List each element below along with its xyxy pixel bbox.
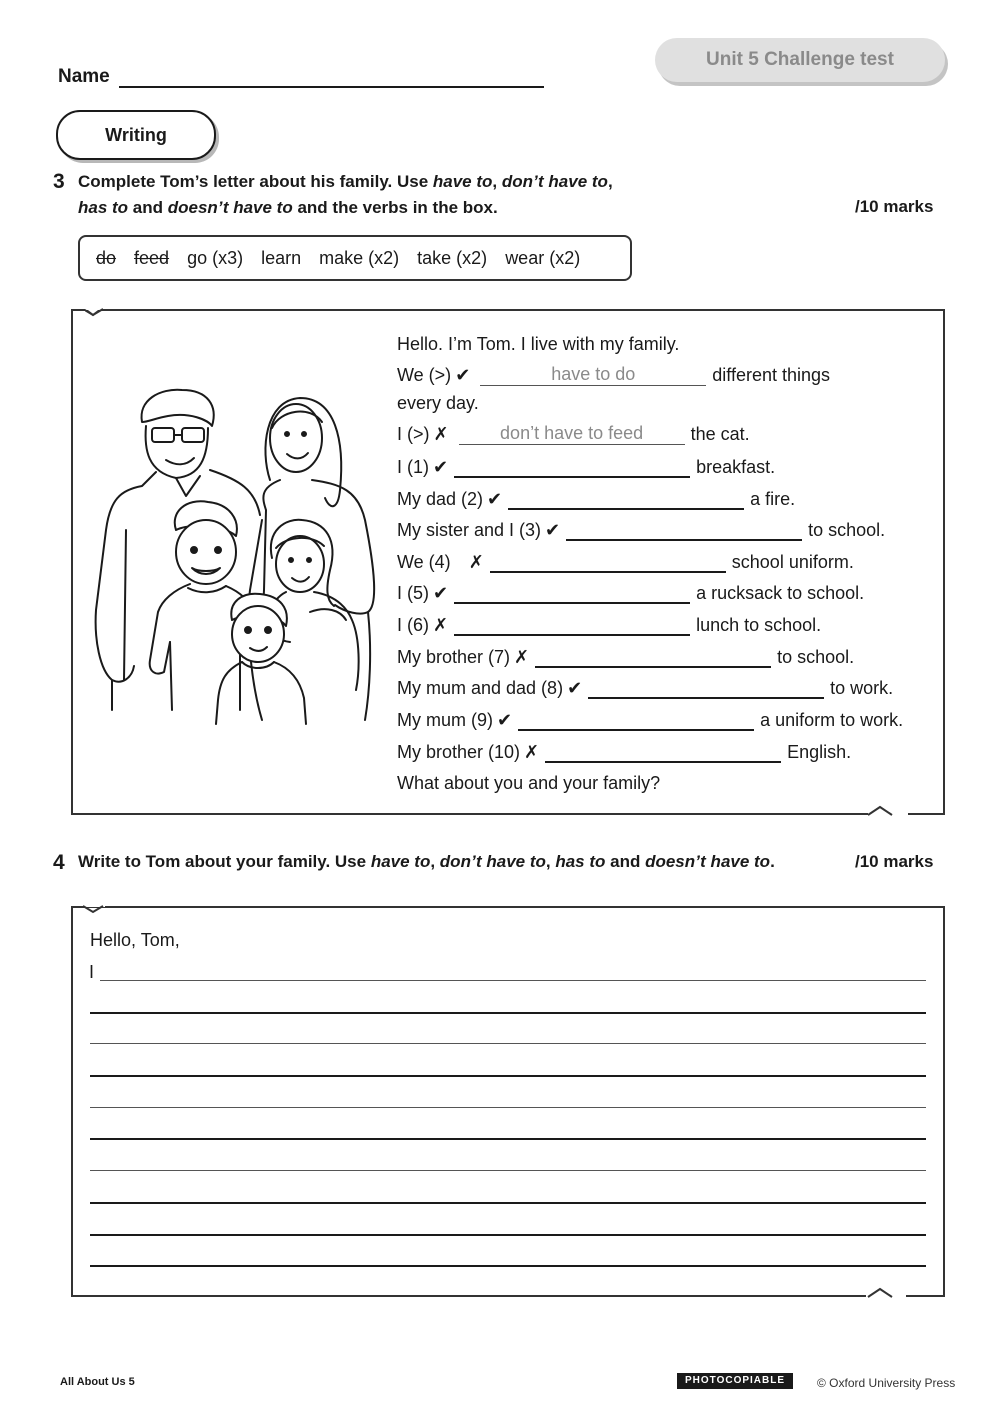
letter-line-10: My brother (10) ✗ English. — [397, 742, 852, 762]
panel-notch — [866, 1286, 906, 1300]
letter-line-6: I (6) ✗ lunch to school. — [397, 615, 822, 635]
question-4-instruction: Write to Tom about your family. Use have to, don’t have to, has to and doesn’t have to. — [78, 852, 775, 871]
word-item: take (x2) — [417, 247, 488, 268]
reply-greeting: Hello, Tom, — [90, 930, 180, 950]
writing-line[interactable] — [90, 1202, 926, 1204]
example-answer-blank: have to do — [480, 365, 706, 386]
tick-icon: ✔ — [545, 520, 561, 540]
word-item: make (x2) — [319, 247, 400, 268]
tick-icon: ✔ — [433, 583, 449, 603]
answer-blank-4[interactable] — [490, 551, 726, 573]
answer-blank-2[interactable] — [508, 488, 744, 510]
cross-icon: ✗ — [433, 424, 449, 444]
writing-line[interactable] — [90, 1170, 926, 1171]
writing-line[interactable] — [90, 1265, 926, 1267]
letter-line-7: My brother (7) ✗ to school. — [397, 647, 855, 667]
tick-icon: ✔ — [497, 710, 513, 730]
family-illustration — [90, 380, 390, 725]
cross-icon: ✗ — [468, 552, 484, 572]
reply-first-word: I — [89, 962, 95, 982]
name-label: Name — [58, 66, 110, 87]
tick-icon: ✔ — [433, 457, 449, 477]
letter-line-4: We (4) ✗ school uniform. — [397, 552, 854, 572]
word-crossed-out: feed — [134, 247, 170, 268]
writing-panel — [71, 906, 945, 1297]
younger-brother-figure — [216, 594, 306, 724]
question-3-instruction — [78, 169, 613, 221]
letter-line-9: My mum (9) ✔ a uniform to work. — [397, 710, 904, 730]
answer-blank-7[interactable] — [535, 646, 771, 668]
writing-line[interactable] — [100, 980, 926, 981]
answer-blank-10[interactable] — [545, 741, 781, 763]
writing-line[interactable] — [90, 1012, 926, 1014]
answer-blank-6[interactable] — [454, 614, 690, 636]
tick-icon: ✔ — [567, 678, 583, 698]
photocopiable-label: PHOTOCOPIABLE — [677, 1373, 793, 1389]
question-4-marks: /10 marks — [855, 852, 934, 871]
question-number-3: 3 — [53, 170, 65, 193]
name-field[interactable] — [119, 86, 544, 88]
writing-line[interactable] — [90, 1234, 926, 1236]
panel-notch — [85, 307, 115, 319]
question-3-marks: /10 marks — [855, 197, 934, 216]
example-answer-blank: don’t have to feed — [459, 424, 685, 445]
footer-book-title: All About Us 5 — [60, 1376, 135, 1388]
letter-line-1: I (1) ✔ breakfast. — [397, 457, 776, 477]
answer-blank-5[interactable] — [454, 582, 690, 604]
cross-icon: ✗ — [524, 742, 540, 762]
tick-icon: ✔ — [455, 365, 471, 385]
word-crossed-out: do — [96, 247, 117, 268]
letter-line-example-2: I (>) ✗ don’t have to feed the cat. — [397, 423, 750, 444]
letter-greeting: Hello. I’m Tom. I live with my family. — [397, 334, 680, 354]
instruction-line-2: has to and doesn’t have to and the verbs in the box. — [78, 198, 498, 217]
writing-line[interactable] — [90, 1075, 926, 1077]
footer-copyright: © Oxford University Press — [817, 1376, 956, 1390]
cross-icon: ✗ — [433, 615, 449, 635]
writing-line[interactable] — [90, 1138, 926, 1140]
tick-icon: ✔ — [487, 489, 503, 509]
verb-word-box — [78, 235, 632, 281]
answer-blank-8[interactable] — [588, 677, 824, 699]
section-tab-writing: Writing — [56, 110, 216, 160]
answer-blank-3[interactable] — [566, 519, 802, 541]
writing-line[interactable] — [90, 1107, 926, 1108]
word-item: go (x3) — [187, 247, 244, 268]
unit-badge: Unit 5 Challenge test — [655, 38, 945, 82]
panel-notch — [868, 804, 908, 818]
cross-icon: ✗ — [514, 647, 530, 667]
word-item: learn — [261, 247, 302, 268]
panel-notch — [83, 904, 107, 916]
letter-closing: What about you and your family? — [397, 773, 661, 793]
word-item: wear (x2) — [505, 247, 581, 268]
letter-line-5: I (5) ✔ a rucksack to school. — [397, 583, 865, 603]
answer-blank-1[interactable] — [454, 456, 690, 478]
instruction-line-1: Complete Tom’s letter about his family. Use have to, don’t have to, — [78, 172, 613, 191]
letter-line-2: My dad (2) ✔ a fire. — [397, 489, 796, 509]
letter-line-continuation: every day. — [397, 393, 479, 413]
writing-line[interactable] — [90, 1043, 926, 1044]
letter-line-8: My mum and dad (8) ✔ to work. — [397, 678, 894, 698]
letter-line-3: My sister and I (3) ✔ to school. — [397, 520, 886, 540]
letter-line-example-1: We (>) ✔ have to do different things — [397, 364, 831, 385]
answer-blank-9[interactable] — [518, 709, 754, 731]
question-number-4: 4 — [53, 851, 65, 874]
